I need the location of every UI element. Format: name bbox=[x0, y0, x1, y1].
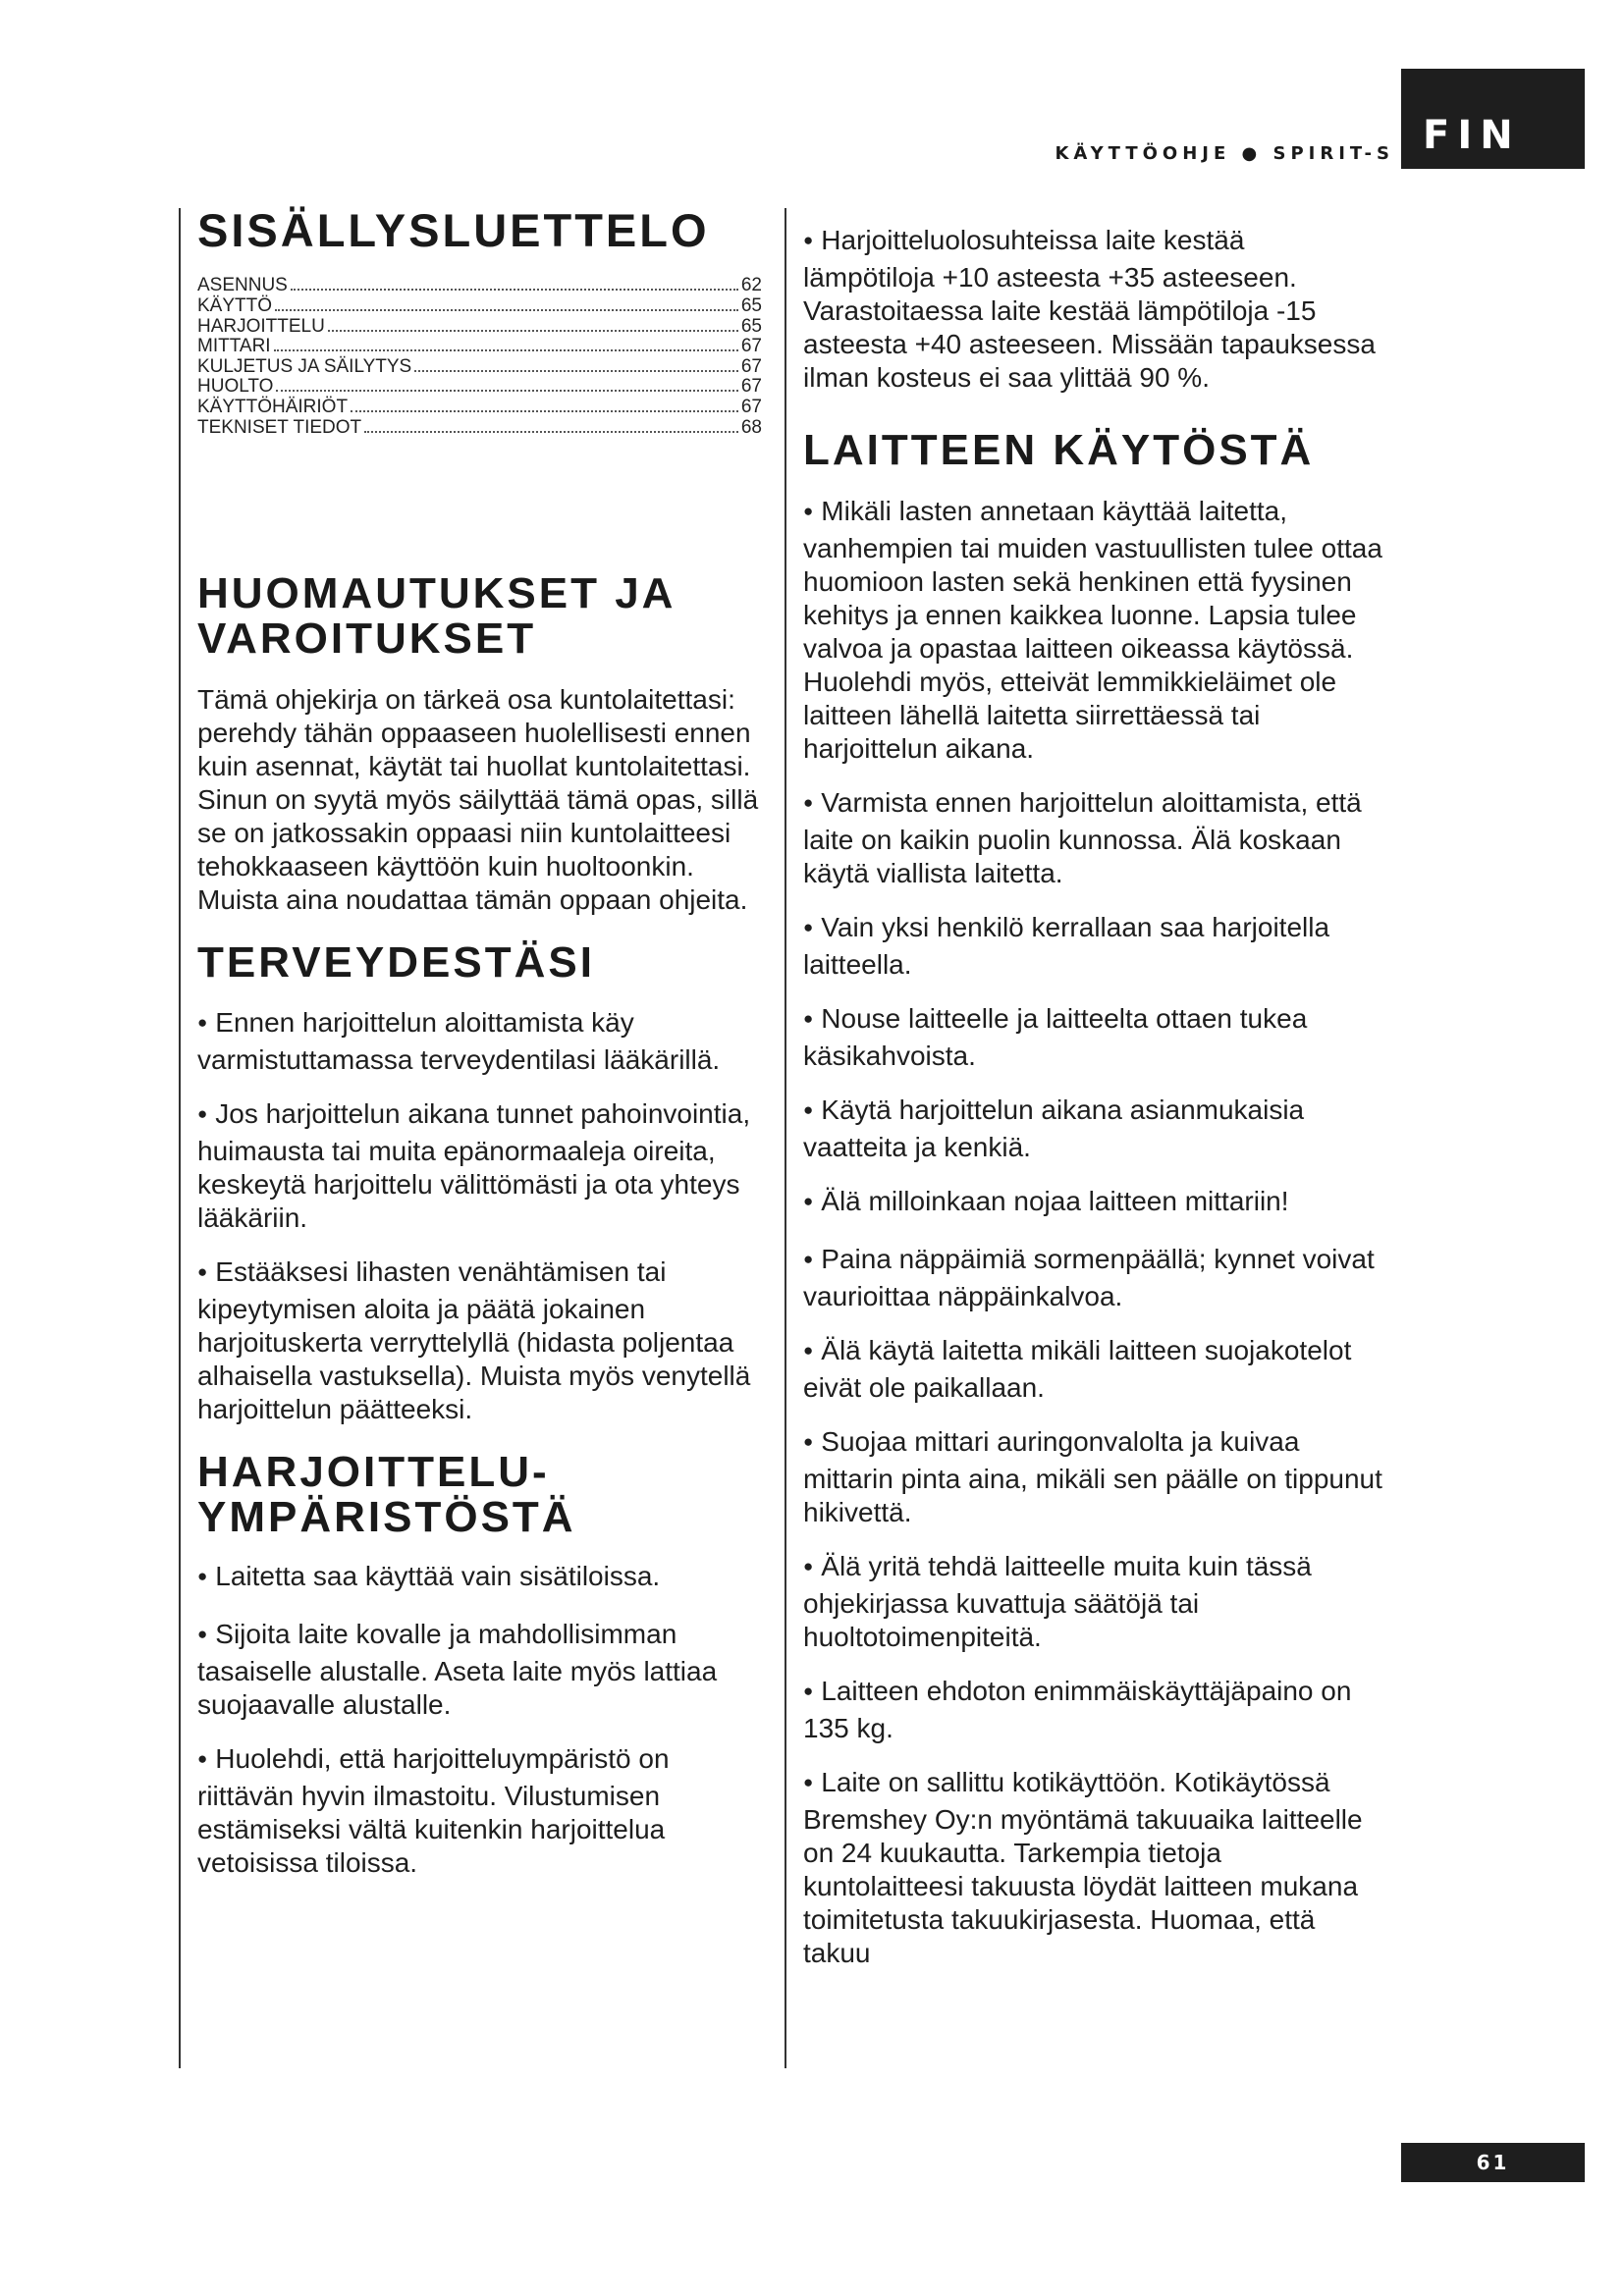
usage-bullet: ● Mikäli lasten annetaan käyttää laitetta, vanhempien tai muiden vastuullisten tulee ottaa huomioon lasten sekä henkinen että fyysinen kehitys ja ennen kaikkea luonne. Lapsia tulee valvoa ja opastaa laitteen oikeassa käytössä. Huolehdi myös, etteivät lemmikkieläimet ole laitteen lähellä laitetta siirrettäessä tai harjoittelun aikana. bbox=[803, 495, 1382, 766]
environment-bullet: ● Laitetta saa käyttää vain sisätiloissa. bbox=[197, 1560, 762, 1597]
right-column bbox=[803, 224, 1382, 1970]
environment-heading-line1: HARJOITTELU- bbox=[197, 1447, 550, 1496]
right-column-rule bbox=[785, 208, 786, 2068]
toc-entry bbox=[197, 398, 762, 418]
environment-bullet: ● Harjoitteluolosuhteissa laite kestää lämpötiloja +10 asteesta +35 asteeseen. Varastoitaessa laite kestää lämpötiloja -15 asteesta +40 asteeseen. Missään tapauksessa ilman kosteus ei saa ylittää 90 %. bbox=[803, 224, 1382, 395]
environment-bullet: ● Huolehdi, että harjoitteluympäristö on riittävän hyvin ilmastoitu. Vilustumisen estämiseksi vältä kuitenkin harjoittelua vetoisissa tiloissa. bbox=[197, 1742, 762, 1880]
toc-entry bbox=[197, 377, 762, 398]
health-bullet: ● Jos harjoittelun aikana tunnet pahoinvointia, huimausta tai muita epänormaaleja oireita, keskeytä harjoittelu välittömästi ja ota yhteys lääkäriin. bbox=[197, 1097, 762, 1235]
toc-entry bbox=[197, 317, 762, 338]
toc-entry-page: 65 bbox=[740, 294, 762, 316]
warnings-body: Tämä ohjekirja on tärkeä osa kuntolaitettasi: perehdy tähän oppaaseen huolellisesti ennen kuin asennat, käytät tai huollat kuntolaitettasi. Sinun on syytä myös säilyttää tämä opas, sillä se on jatkossakin oppaasi niin kuntolaitteesi tehokkaaseen käyttöön kuin huoltoonkin. Muista aina noudattaa tämän oppaan ohjeita. bbox=[197, 684, 759, 916]
usage-bullet: ● Älä milloinkaan nojaa laitteen mittariin! bbox=[803, 1185, 1382, 1222]
page-number: 61 bbox=[1401, 2143, 1585, 2182]
toc-entry-label: TEKNISET TIEDOT bbox=[197, 416, 362, 438]
health-heading: TERVEYDESTÄSI bbox=[197, 938, 595, 988]
toc-leader bbox=[274, 349, 738, 351]
toc-leader bbox=[328, 330, 738, 332]
toc-entry-label: KÄYTTÖ bbox=[197, 294, 273, 316]
toc-entry-label: KULJETUS JA SÄILYTYS bbox=[197, 355, 412, 377]
health-bullet: ● Ennen harjoittelun aloittamista käy varmistuttamassa terveydentilasi lääkärillä. bbox=[197, 1006, 762, 1077]
environment-heading-line2: YMPÄRISTÖSTÄ bbox=[197, 1492, 576, 1541]
warnings-heading-line2: VAROITUKSET bbox=[197, 614, 537, 664]
usage-list bbox=[803, 495, 1382, 1970]
left-column bbox=[197, 206, 762, 1880]
toc-entry-page: 67 bbox=[740, 376, 762, 398]
warnings-heading bbox=[197, 571, 762, 662]
toc-entry bbox=[197, 357, 762, 378]
running-header: KÄYTTÖOHJE ● SPIRIT-S bbox=[1055, 143, 1394, 164]
usage-bullet: ● Varmista ennen harjoittelun aloittamista, että laite on kaikin puolin kunnossa. Älä koskaan käytä viallista laitetta. bbox=[803, 786, 1382, 890]
usage-bullet: ● Käytä harjoittelun aikana asianmukaisia vaatteita ja kenkiä. bbox=[803, 1094, 1382, 1164]
environment-list bbox=[197, 1560, 762, 1880]
toc-leader bbox=[276, 390, 737, 392]
warnings-heading-line1: HUOMAUTUKSET JA bbox=[197, 569, 677, 618]
usage-bullet: ● Laitteen ehdoton enimmäiskäyttäjäpaino on 135 kg. bbox=[803, 1675, 1382, 1745]
environment-heading bbox=[197, 1447, 762, 1541]
toc-title: SISÄLLYSLUETTELO bbox=[197, 204, 710, 256]
toc-entry bbox=[197, 418, 762, 439]
toc-entry-page: 67 bbox=[740, 355, 762, 377]
language-tab: FIN bbox=[1401, 69, 1585, 169]
toc-entry-page: 67 bbox=[740, 336, 762, 357]
usage-heading: LAITTEEN KÄYTÖSTÄ bbox=[803, 426, 1315, 474]
toc-leader bbox=[291, 289, 738, 291]
toc-entry-page: 62 bbox=[740, 275, 762, 296]
health-list bbox=[197, 1006, 762, 1426]
toc-leader bbox=[275, 309, 738, 311]
toc-entry-label: MITTARI bbox=[197, 336, 271, 357]
usage-bullet: ● Laite on sallittu kotikäyttöön. Kotikäytössä Bremshey Oy:n myöntämä takuuaika laitteelle on 24 kuukautta. Tarkempia tietoja kuntolaitteesi takuusta löydät laitteen mukana toimitetusta takuukirjasesta. Huomaa, että takuu bbox=[803, 1766, 1382, 1970]
usage-bullet: ● Vain yksi henkilö kerrallaan saa harjoitella laitteella. bbox=[803, 911, 1382, 982]
toc-leader bbox=[414, 370, 738, 372]
health-bullet: ● Estääksesi lihasten venähtämisen tai kipeytymisen aloita ja päätä jokainen harjoituskerta verryttelyllä (hidasta poljentaa alhaisella vastuksella). Muista myös venytellä harjoittelun päätteeksi. bbox=[197, 1255, 762, 1426]
toc-entry-label: ASENNUS bbox=[197, 275, 288, 296]
toc-entry bbox=[197, 276, 762, 296]
toc-entry-label: KÄYTTÖHÄIRIÖT bbox=[197, 396, 349, 417]
toc-entry bbox=[197, 296, 762, 317]
usage-bullet: ● Suojaa mittari auringonvalolta ja kuivaa mittarin pinta aina, mikäli sen päälle on tippunut hikivettä. bbox=[803, 1425, 1382, 1529]
usage-bullet: ● Nouse laitteelle ja laitteelta ottaen tukea käsikahvoista. bbox=[803, 1002, 1382, 1073]
table-of-contents bbox=[197, 276, 762, 438]
toc-entry-page: 65 bbox=[740, 315, 762, 337]
usage-bullet: ● Paina näppäimiä sormenpäällä; kynnet voivat vaurioittaa näppäinkalvoa. bbox=[803, 1243, 1382, 1313]
toc-entry-label: HARJOITTELU bbox=[197, 315, 325, 337]
toc-entry-page: 68 bbox=[740, 416, 762, 438]
toc-leader bbox=[351, 410, 738, 412]
environment-bullet: ● Sijoita laite kovalle ja mahdollisimman tasaiselle alustalle. Aseta laite myös lattiaa suojaavalle alustalle. bbox=[197, 1618, 762, 1722]
toc-entry-label: HUOLTO bbox=[197, 376, 274, 398]
usage-bullet: ● Älä käytä laitetta mikäli laitteen suojakotelot eivät ole paikallaan. bbox=[803, 1334, 1382, 1405]
usage-bullet: ● Älä yritä tehdä laitteelle muita kuin tässä ohjekirjassa kuvattuja säätöjä tai huoltotoimenpiteitä. bbox=[803, 1550, 1382, 1654]
toc-entry-page: 67 bbox=[740, 396, 762, 417]
toc-leader bbox=[364, 431, 738, 433]
left-column-rule bbox=[179, 208, 181, 2068]
toc-entry bbox=[197, 337, 762, 357]
